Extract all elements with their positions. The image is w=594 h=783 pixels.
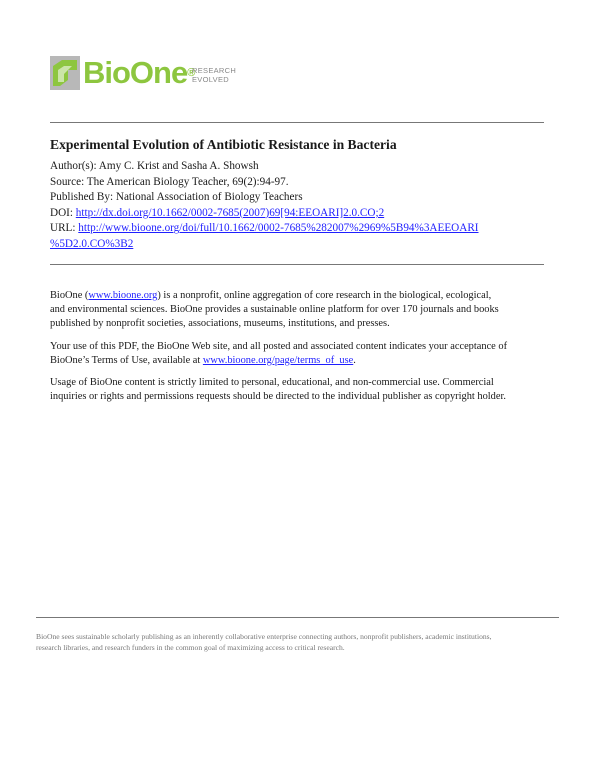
publisher-label: Published By: [50,191,114,204]
authors-label: Author(s): [50,160,97,172]
logo-tagline [192,66,236,84]
source-line [50,175,550,191]
source-value: The American Biology Teacher, 69(2):94-97. [86,175,289,188]
footer-line2: research libraries, and research funders in the common goal of maximizing access to critical research. [36,643,345,652]
footer-line1: BioOne sees sustainable scholarly publishing as an inherently collaborative enterprise connecting authors, nonprofit publishers, academic institutions, [36,632,492,641]
usage-text-line2: inquiries or rights and permissions requests should be directed to the individual publisher as copyright holder. [50,391,506,403]
paragraph-about [50,289,550,332]
bioone-logo [50,52,250,96]
notice-body [50,289,550,412]
paragraph-terms [50,340,550,368]
authors-line [50,159,550,175]
bioone-wordmark [83,55,194,91]
terms-text-line1: Your use of this PDF, the BioOne Web site, and all posted and associated content indicates your acceptance of [50,340,508,352]
authors-value: Amy C. Krist and Sasha A. Showsh [98,160,259,172]
publisher-value: National Association of Biology Teachers [115,191,303,204]
bioone-home-link[interactable]: www.bioone.org [88,290,158,301]
trademark-symbol: ® [187,67,195,79]
terms-of-use-link[interactable]: www.bioone.org/page/terms_of_use [202,354,354,366]
metadata-divider [50,264,544,265]
about-text-line2: and environmental sciences. BioOne provides a sustainable online platform for over 170 journals and books [50,304,499,316]
terms-text-pre: BioOne’s Terms of Use, available at [50,354,203,366]
url-label: URL: [50,222,76,235]
bioone-leaf-icon [50,56,80,90]
url-line-continued [50,237,550,253]
url-line [50,221,550,237]
doi-label: DOI: [50,206,73,219]
footer-divider [36,617,559,618]
article-metadata [50,136,550,253]
paragraph-usage [50,376,550,404]
about-text-post: ) is a nonprofit, online aggregation of core research in the biological, ecological, [157,290,492,301]
wordmark-text: BioOne [83,55,188,90]
source-label: Source: [50,175,85,188]
tagline-research: RESEARCH [192,66,237,75]
doi-line [50,206,550,222]
doi-link[interactable]: http://dx.doi.org/10.1662/0002-7685(2007)69[94:EEOARI]2.0.CO;2 [75,206,385,219]
footer-statement [36,631,566,653]
usage-text-line1: Usage of BioOne content is strictly limited to personal, educational, and non-commercial use. Commercial [50,377,494,389]
tagline-evolved: EVOLVED [192,75,229,84]
terms-text-post: . [353,354,356,366]
article-title: Experimental Evolution of Antibiotic Resistance in Bacteria [50,137,397,152]
publisher-line [50,190,550,206]
header-divider [50,122,544,123]
url-link-part2[interactable]: %5D2.0.CO%3B2 [50,237,134,250]
url-link-part1[interactable]: http://www.bioone.org/doi/full/10.1662/0002-7685%282007%2969%5B94%3AEEOARI [78,222,479,235]
about-text-line3: published by nonprofit societies, associations, museums, institutions, and presses. [50,318,390,330]
about-text-pre: BioOne ( [50,290,89,301]
